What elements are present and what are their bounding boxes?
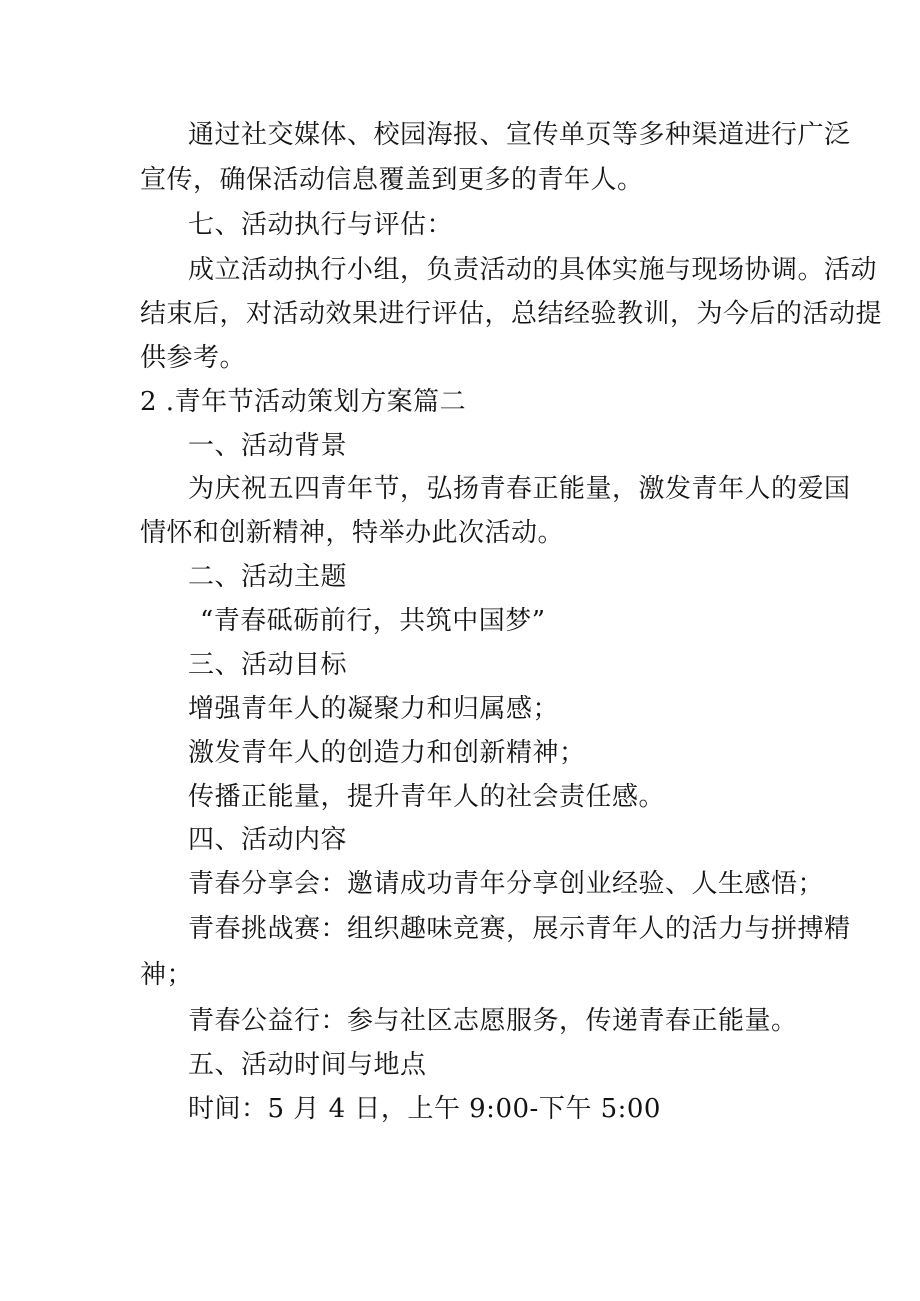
paragraph-line: 宣传，确保活动信息覆盖到更多的青年人。 [140, 165, 644, 195]
section-heading: 四、活动内容 [188, 825, 348, 855]
list-item: 激发青年人的创造力和创新精神； [188, 738, 586, 768]
list-item: 增强青年人的凝聚力和归属感； [188, 694, 560, 724]
paragraph-line: 为庆祝五四青年节，弘扬青春正能量，激发青年人的爱国 [188, 474, 851, 504]
section-heading: 一、活动背景 [188, 431, 348, 461]
theme-quote: “青春砥砺前行，共筑中国梦” [200, 606, 546, 636]
section-heading: 三、活动目标 [188, 650, 348, 680]
section-heading: 二、活动主题 [188, 562, 348, 592]
chapter-title: 2 .青年节活动策划方案篇二 [140, 387, 467, 417]
list-item: 青春挑战赛：组织趣味竞赛，展示青年人的活力与拼搏精 [188, 914, 851, 944]
section-heading: 五、活动时间与地点 [188, 1050, 427, 1080]
paragraph-line: 供参考。 [140, 343, 247, 373]
paragraph-line: 通过社交媒体、校园海报、宣传单页等多种渠道进行广泛 [188, 120, 851, 150]
section-heading: 七、活动执行与评估： [188, 210, 454, 240]
paragraph-line: 结束后，对活动效果进行评估，总结经验教训，为今后的活动提 [140, 299, 883, 329]
paragraph-line: 成立活动执行小组，负责活动的具体实施与现场协调。活动 [188, 255, 878, 285]
list-item: 青春分享会：邀请成功青年分享创业经验、人生感悟； [188, 869, 825, 899]
list-item-continuation: 神； [140, 960, 194, 990]
paragraph-line: 情怀和创新精神，特举办此次活动。 [140, 518, 565, 548]
paragraph-line: 时间：5 月 4 日，上午 9:00-下午 5:00 [188, 1094, 661, 1124]
list-item: 青春公益行：参与社区志愿服务，传递青春正能量。 [188, 1006, 798, 1036]
list-item: 传播正能量，提升青年人的社会责任感。 [188, 782, 666, 812]
